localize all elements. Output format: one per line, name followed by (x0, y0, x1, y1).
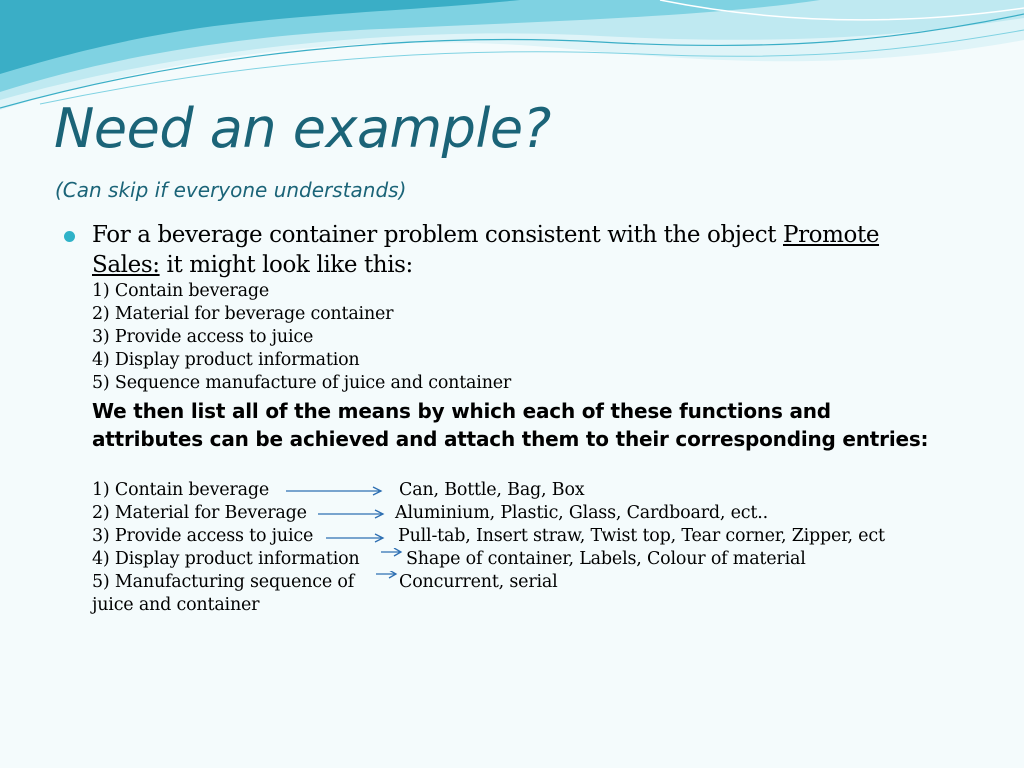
mapping-function: 5) Manufacturing sequence of (92, 572, 355, 592)
function-item: 1) Contain beverage (92, 281, 269, 301)
intro-text-end: it might look like this: (159, 252, 413, 278)
bullet-content (92, 220, 942, 617)
function-item: 2) Material for beverage container (92, 304, 394, 324)
intro-text: For a beverage container problem consistent with the object (92, 222, 783, 248)
mapping-function: 3) Provide access to juice (92, 526, 314, 546)
mapping-row (92, 479, 942, 502)
mapping-means: Can, Bottle, Bag, Box (399, 480, 585, 500)
slide-subtitle: (Can skip if everyone understands) (55, 178, 407, 202)
mapping-function: 2) Material for Beverage (92, 503, 307, 523)
mapping-row (92, 525, 942, 548)
bullet-icon (64, 231, 75, 242)
arrow-icon (379, 548, 407, 571)
mapping-means: Concurrent, serial (399, 572, 558, 592)
bold-statement: We then list all of the means by which each of these functions and attributes can be achieved and attach them to their corresponding entries: (92, 399, 929, 451)
mapping-row (92, 571, 942, 594)
bullet-intro (92, 220, 942, 280)
function-item: 3) Provide access to juice (92, 327, 314, 347)
mapping-function: 1) Contain beverage (92, 480, 269, 500)
function-item: 5) Sequence manufacture of juice and container (92, 373, 512, 393)
arrow-icon (374, 571, 402, 594)
mapping-row (92, 548, 942, 571)
mapping-function: 4) Display product information (92, 549, 360, 569)
mapping-means: Aluminium, Plastic, Glass, Cardboard, ect.. (395, 503, 768, 523)
mapping-row (92, 502, 942, 525)
arrow-icon (318, 502, 388, 525)
slide-title: Need an example? (54, 97, 551, 160)
arrow-icon (326, 525, 388, 548)
mapping-means: Shape of container, Labels, Colour of material (406, 549, 806, 569)
function-item: 4) Display product information (92, 350, 360, 370)
mapping-means: Pull-tab, Insert straw, Twist top, Tear corner, Zipper, ect (398, 526, 885, 546)
arrow-icon (286, 479, 386, 502)
intro-underlined-text: Promote Sales: (92, 222, 880, 278)
mapping-continuation: juice and container (92, 595, 260, 615)
